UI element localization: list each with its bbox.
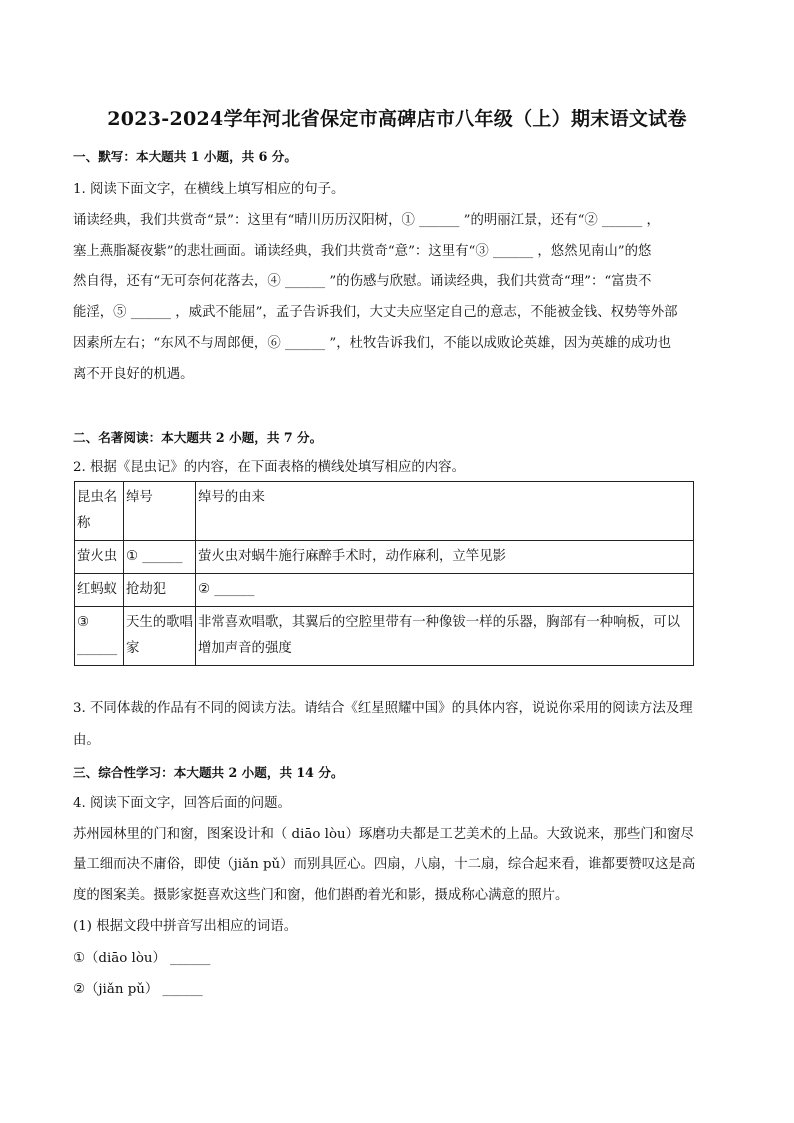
- exam-title: 2023-2024学年河北省保定市高碑店市八年级（上）期末语文试卷: [107, 108, 687, 130]
- table-cell: ③ ______: [75, 607, 124, 666]
- q2-stem: 2. 根据《昆虫记》的内容，在下面表格的横线处填写相应的内容。: [73, 460, 465, 475]
- table-cell: 非常喜欢唱歌，其翼后的空腔里带有一种像钹一样的乐器，胸部有一种响板，可以增加声音的强度: [196, 607, 694, 666]
- q1-text-line: 能淫，⑤ ______ ，威武不能屈”，孟子告诉我们，大丈夫应坚定自己的意志，不能被金钱、权势等外部: [73, 305, 678, 320]
- q1-text-line: 然自得，还有“无可奈何花落去，④ ______ ”的伤感与欣慰。诵读经典，我们共赏奇“理”：“富贵不: [73, 274, 652, 289]
- q1-text-line: 塞上燕脂凝夜紫”的悲壮画面。诵读经典，我们共赏奇“意”：这里有“③ ______ ，悠然见南山”的悠: [73, 244, 652, 259]
- q1-text-line: 诵读经典，我们共赏奇“景”：这里有“晴川历历汉阳树，① ______ ”的明丽江景，还有“② ______ ，: [73, 213, 660, 228]
- section-1-heading: 一、默写：本大题共 1 小题，共 6 分。: [73, 149, 297, 164]
- section-3-heading: 三、综合性学习：本大题共 2 小题，共 14 分。: [73, 765, 344, 780]
- table-cell: ① ______: [124, 541, 196, 574]
- q4-text-line: 苏州园林里的门和窗，图案设计和（ diāo lòu）琢磨功夫都是工艺美术的上品。大致说来，那些门和窗尽: [73, 827, 694, 842]
- table-cell: ② ______: [196, 574, 694, 607]
- table-header-cell: 昆虫名称: [75, 482, 124, 541]
- table-header-row: [75, 482, 694, 541]
- table-cell: 天生的歌唱家: [124, 607, 196, 666]
- q1-text-line: 离不开良好的机遇。: [73, 367, 194, 382]
- table-row: [75, 574, 694, 607]
- q4-stem: 4. 阅读下面文字，回答后面的问题。: [73, 796, 291, 811]
- q1-text-line: 因素所左右；“东风不与周郎便，⑥ ______ ”，杜牧告诉我们，不能以成败论英雄，因为英雄的成功也: [73, 336, 671, 351]
- q2-table: [74, 481, 694, 666]
- q4-answer-item: ②（jiǎn pǔ） ______: [73, 982, 203, 997]
- section-2-heading: 二、名著阅读：本大题共 2 小题，共 7 分。: [73, 430, 323, 445]
- q3-text-line: 3. 不同体裁的作品有不同的阅读方法。请结合《红星照耀中国》的具体内容，说说你采用的阅读方法及理: [73, 701, 693, 716]
- table-header-cell: 绰号: [124, 482, 196, 541]
- table-cell: 抢劫犯: [124, 574, 196, 607]
- q4-sub-question: (1) 根据文段中拼音写出相应的词语。: [73, 919, 298, 934]
- q3-text-line: 由。: [73, 733, 100, 748]
- table-row: [75, 607, 694, 666]
- table-header-cell: 绰号的由来: [196, 482, 694, 541]
- q4-text-line: 度的图案美。摄影家挺喜欢这些门和窗，他们斟酌着光和影，摄成称心满意的照片。: [73, 888, 569, 903]
- q1-stem: 1. 阅读下面文字，在横线上填写相应的句子。: [73, 182, 345, 197]
- table-cell: 萤火虫对蜗牛施行麻醉手术时，动作麻利，立竿见影: [196, 541, 694, 574]
- table-row: [75, 541, 694, 574]
- table-cell: 萤火虫: [75, 541, 124, 574]
- q4-answer-item: ①（diāo lòu） ______: [73, 951, 211, 966]
- table-cell: 红蚂蚁: [75, 574, 124, 607]
- q4-text-line: 量工细而决不庸俗，即使（jiǎn pǔ）而别具匠心。四扇，八扇，十二扇，综合起来看，谁都要赞叹这是高: [73, 857, 696, 872]
